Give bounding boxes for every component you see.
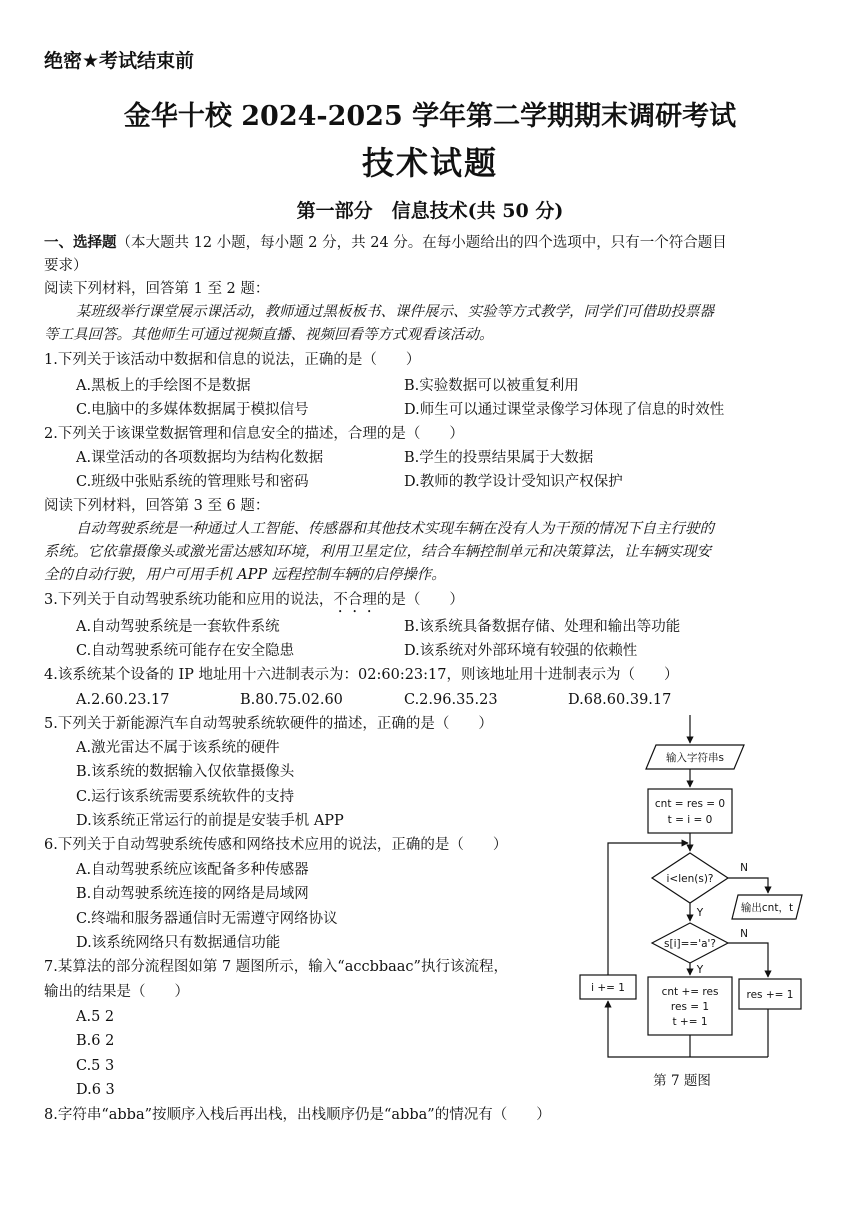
confidential-label: 绝密★考试结束前 xyxy=(44,50,195,72)
q7-option-b: B.6 2 xyxy=(76,1033,115,1049)
q2-option-b: B.学生的投票结果属于大数据 xyxy=(404,450,594,466)
flow-caption: 第 7 题图 xyxy=(653,1073,711,1089)
flow-update-text-2: res = 1 xyxy=(670,1001,710,1013)
q3-option-b: B.该系统具备数据存储、处理和输出等功能 xyxy=(404,619,681,635)
section-heading: 一、选择题 xyxy=(44,234,117,251)
q4-option-b: B.80.75.02.60 xyxy=(240,692,343,708)
q3-stem-post: 的是（ ） xyxy=(376,592,464,608)
material-1-line-1: 某班级举行课堂展示课活动，教师通过黑板板书、课件展示、实验等方式教学，同学们可借助投票器 xyxy=(76,304,714,320)
q7-stem-1: 7.某算法的部分流程图如第 7 题图所示，输入“accbbaac”执行该流程， xyxy=(44,959,508,975)
part-heading: 第一部分 信息技术(共 50 分) xyxy=(296,200,564,222)
flow-cond1-yes-label: Y xyxy=(696,907,704,919)
q2-stem: 2.下列关于该课堂数据管理和信息安全的描述，合理的是（ ） xyxy=(44,426,464,442)
flow-cond2-yes-label: Y xyxy=(696,964,704,976)
q3-stem xyxy=(44,590,464,616)
section-instruction xyxy=(44,233,727,253)
flow-arrow-cond2-no xyxy=(728,943,768,977)
q2-option-d: D.教师的教学设计受知识产权保护 xyxy=(404,474,623,490)
q3-stem-emphasis: 不合理 xyxy=(333,592,377,608)
flow-input-text: 输入字符串s xyxy=(666,752,724,764)
flow-cond1-text: i<len(s)? xyxy=(666,873,714,885)
flow-res-text: res += 1 xyxy=(746,989,794,1001)
exam-subtitle: 技术试题 xyxy=(361,144,498,182)
flow-init-box xyxy=(648,789,732,833)
material-1-lead: 阅读下列材料，回答第 1 至 2 题： xyxy=(44,281,270,297)
flow-cond2-no-label: N xyxy=(740,928,748,940)
material-1-line-2: 等工具回答。其他师生可通过视频直播、视频回看等方式观看该活动。 xyxy=(44,327,494,343)
q3-option-a: A.自动驾驶系统是一套软件系统 xyxy=(76,619,280,635)
q2-option-a: A.课堂活动的各项数据均为结构化数据 xyxy=(76,450,324,466)
q7-option-c: C.5 3 xyxy=(76,1058,115,1074)
material-2-line-2: 系统。它依靠摄像头或激光雷达感知环境，利用卫星定位，结合车辆控制单元和决策算法，让车辆实现安 xyxy=(44,544,711,560)
exam-title: 金华十校 2024-2025 学年第二学期期末调研考试 xyxy=(123,101,737,132)
flow-init-text-2: t = i = 0 xyxy=(667,814,713,826)
section-instruction-cont: 要求） xyxy=(44,258,88,274)
q5-option-b: B.该系统的数据输入仅依靠摄像头 xyxy=(76,764,295,780)
q3-stem-pre: 3.下列关于自动驾驶系统功能和应用的说法， xyxy=(44,592,334,608)
material-2-lead: 阅读下列材料，回答第 3 至 6 题： xyxy=(44,498,270,514)
q7-option-a: A.5 2 xyxy=(76,1009,115,1025)
q1-option-a: A.黑板上的手绘图不是数据 xyxy=(76,378,251,394)
q8-stem: 8.字符串“abba”按顺序入栈后再出栈，出栈顺序仍是“abba”的情况有（ ） xyxy=(44,1107,551,1123)
q4-option-c: C.2.96.35.23 xyxy=(404,692,498,708)
q1-option-b: B.实验数据可以被重复利用 xyxy=(404,378,579,394)
flow-output-text: 输出cnt，t xyxy=(740,902,794,914)
flow-update-text-3: t += 1 xyxy=(672,1016,708,1028)
q4-option-a: A.2.60.23.17 xyxy=(76,692,170,708)
q5-option-d: D.该系统正常运行的前提是安装手机 APP xyxy=(76,813,344,829)
material-2-line-1: 自动驾驶系统是一种通过人工智能、传感器和其他技术实现车辆在没有人为干预的情况下自主行驶的 xyxy=(76,521,714,537)
q7-stem-2: 输出的结果是（ ） xyxy=(44,984,189,1000)
q5-stem: 5.下列关于新能源汽车自动驾驶系统软硬件的描述，正确的是（ ） xyxy=(44,716,493,732)
q2-option-c: C.班级中张贴系统的管理账号和密码 xyxy=(76,474,309,490)
q3-option-c: C.自动驾驶系统可能存在安全隐患 xyxy=(76,643,295,659)
q1-option-d: D.师生可以通过课堂录像学习体现了信息的时效性 xyxy=(404,402,725,418)
q5-option-a: A.激光雷达不属于该系统的硬件 xyxy=(76,740,280,756)
flow-update-text-1: cnt += res xyxy=(661,986,719,998)
q6-option-c: C.终端和服务器通信时无需遵守网络协议 xyxy=(76,911,338,927)
q6-option-a: A.自动驾驶系统应该配备多种传感器 xyxy=(76,862,309,878)
q1-stem: 1.下列关于该活动中数据和信息的说法，正确的是（ ） xyxy=(44,352,421,368)
q1-option-c: C.电脑中的多媒体数据属于模拟信号 xyxy=(76,402,309,418)
flow-cond1-no-label: N xyxy=(740,862,748,874)
material-2-line-3: 全的自动行驶，用户可用手机 APP 远程控制车辆的启停操作。 xyxy=(44,567,446,583)
q7-option-d: D.6 3 xyxy=(76,1082,115,1098)
q3-option-d: D.该系统对外部环境有较强的依赖性 xyxy=(404,643,638,659)
flow-arrow-cond1-no xyxy=(728,878,768,893)
flow-init-text-1: cnt = res = 0 xyxy=(654,798,726,810)
flowchart-diagram xyxy=(570,705,810,1095)
flow-i-text: i += 1 xyxy=(591,982,625,994)
q6-option-b: B.自动驾驶系统连接的网络是局域网 xyxy=(76,886,309,902)
q4-stem: 4.该系统某个设备的 IP 地址用十六进制表示为：02:60:23:17，则该地址用十进制表示为（ ） xyxy=(44,667,679,683)
q6-option-d: D.该系统网络只有数据通信功能 xyxy=(76,935,281,951)
flow-cond2-text: s[i]=='a'? xyxy=(664,938,716,950)
q6-stem: 6.下列关于自动驾驶系统传感和网络技术应用的说法，正确的是（ ） xyxy=(44,837,508,853)
section-instruction-text: （本大题共 12 小题，每小题 2 分，共 24 分。在每小题给出的四个选项中，只有一个符合题目 xyxy=(116,235,727,251)
q4-option-d: D.68.60.39.17 xyxy=(568,692,672,708)
q5-option-c: C.运行该系统需要系统软件的支持 xyxy=(76,789,295,805)
